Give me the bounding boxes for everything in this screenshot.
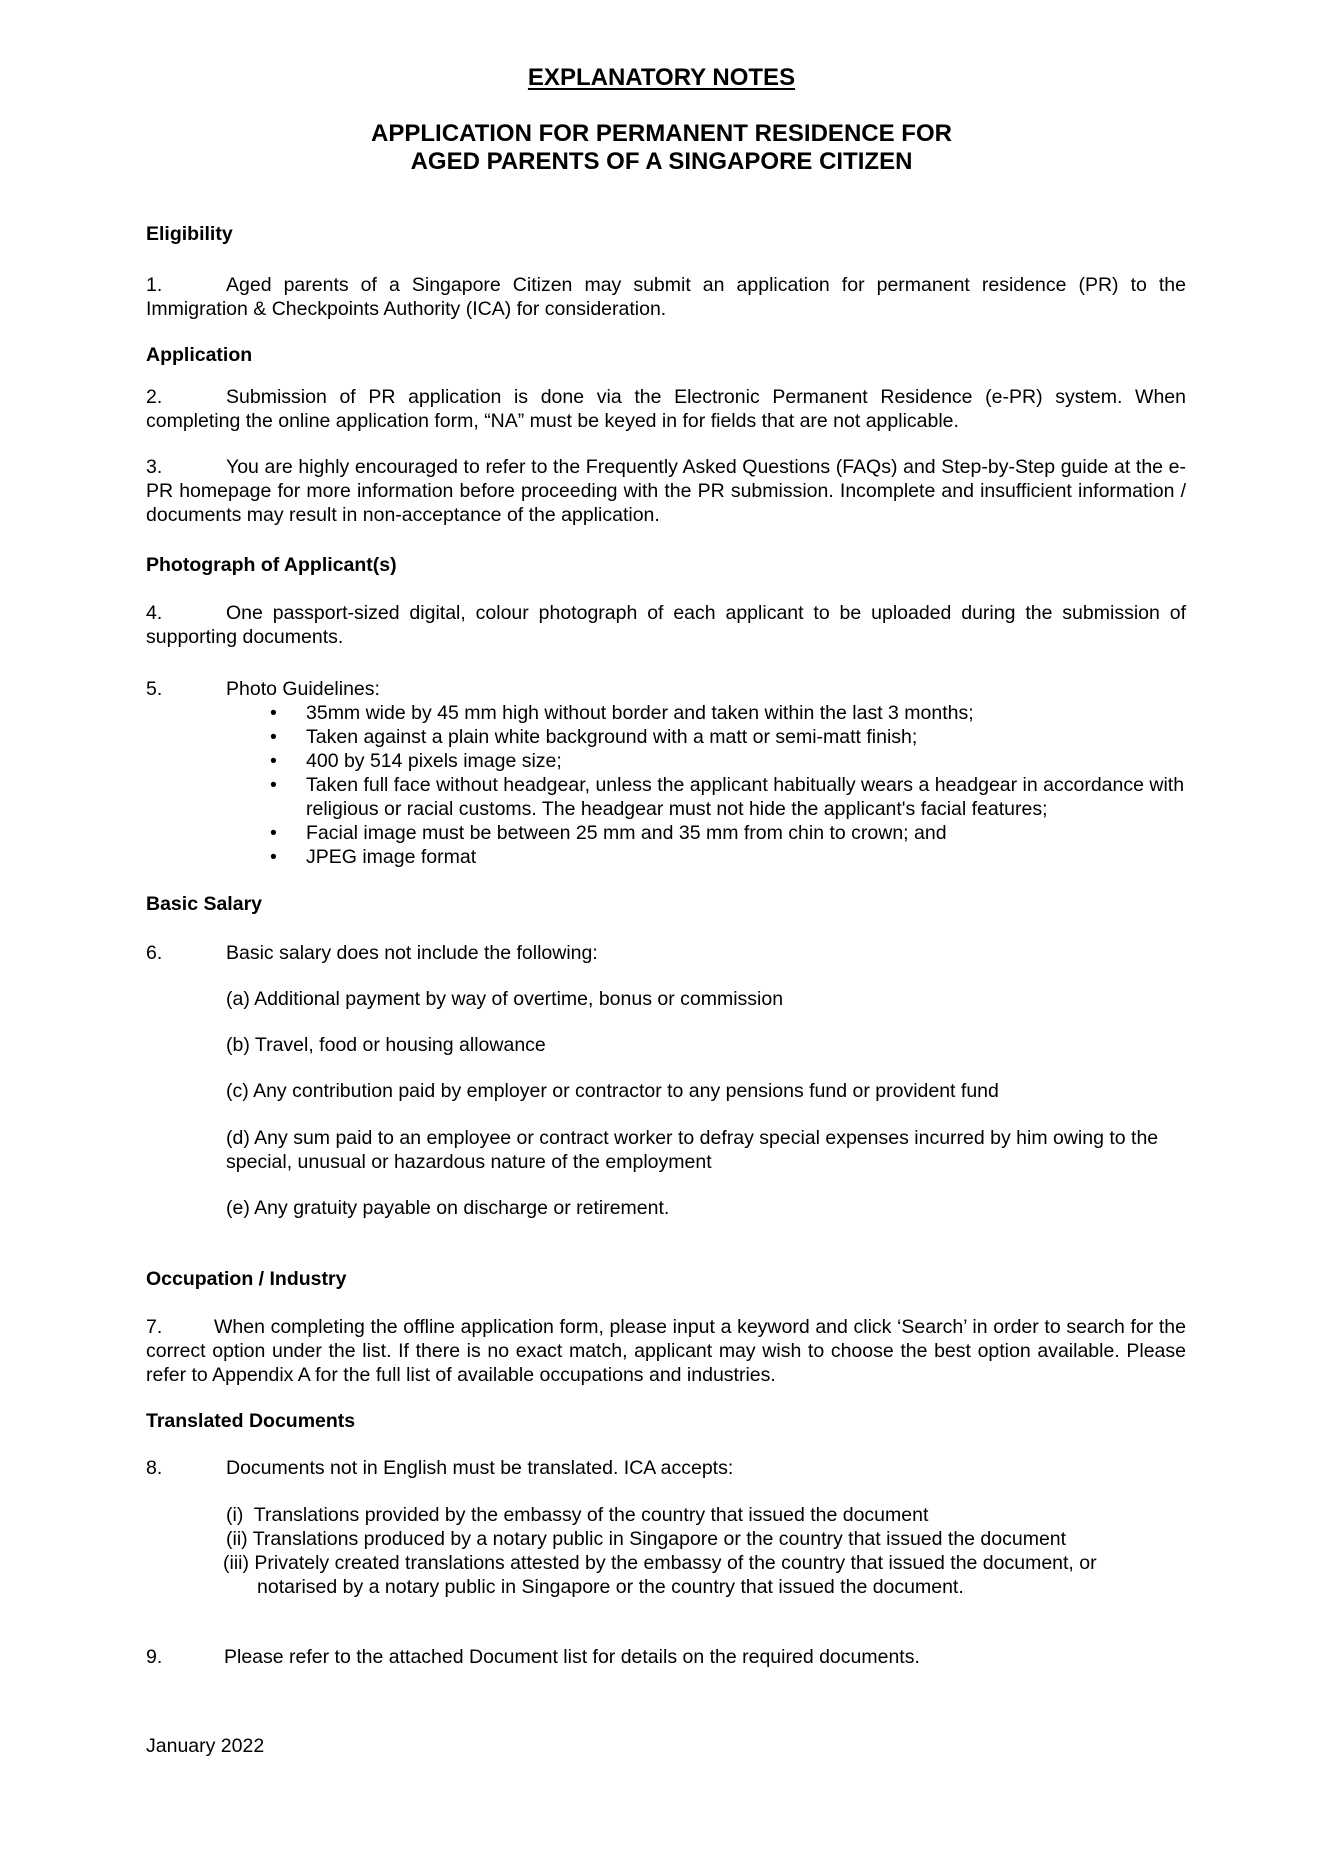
paragraph-2-text: Submission of PR application is done via the Electronic Permanent Residence (e-PR) system. When completing the online application form, “NA” must be keyed in for fields that are not applicable. xyxy=(146,386,1186,432)
paragraph-1-number: 1. xyxy=(146,274,163,296)
list-item: (i) Translations provided by the embassy of the country that issued the document xyxy=(226,1504,929,1526)
heading-basic-salary: Basic Salary xyxy=(146,893,263,915)
paragraph-3 xyxy=(146,455,1186,527)
list-item xyxy=(270,749,1186,773)
list-item: (e) Any gratuity payable on discharge or retirement. xyxy=(226,1197,670,1219)
paragraph-8-number: 8. xyxy=(146,1457,163,1479)
paragraph-7 xyxy=(146,1315,1186,1387)
bullet-icon: • xyxy=(270,846,277,868)
bullet-text: 35mm wide by 45 mm high without border and taken within the last 3 months; xyxy=(306,702,974,724)
list-item: (d) Any sum paid to an employee or contract worker to defray special expenses incurred by him owing to the special, unusual or hazardous nature of the employment xyxy=(226,1127,1159,1173)
paragraph-9-text: Please refer to the attached Document list for details on the required documents. xyxy=(224,1646,920,1668)
list-item xyxy=(270,821,1186,845)
bullet-text: Taken against a plain white background with a matt or semi-matt finish; xyxy=(306,726,918,748)
bullet-text: Facial image must be between 25 mm and 35 mm from chin to crown; and xyxy=(306,822,947,844)
document-title: EXPLANATORY NOTES xyxy=(527,64,796,91)
list-item xyxy=(270,701,1186,725)
list-item: (b) Travel, food or housing allowance xyxy=(226,1034,546,1056)
paragraph-3-number: 3. xyxy=(146,456,163,478)
bullet-icon: • xyxy=(270,726,277,748)
bullet-text: Taken full face without headgear, unless the applicant habitually wears a headgear in accordance with religious or racial customs. The headgear must not hide the applicant's facial features; xyxy=(306,774,1185,820)
paragraph-5-number: 5. xyxy=(146,678,163,700)
list-item: (a) Additional payment by way of overtime, bonus or commission xyxy=(226,988,784,1010)
paragraph-6-text: Basic salary does not include the following: xyxy=(226,942,598,964)
bullet-icon: • xyxy=(270,822,277,844)
paragraph-1-text: Aged parents of a Singapore Citizen may submit an application for permanent residence (PR) to the Immigration & Checkpoints Authority (ICA) for consideration. xyxy=(146,274,1186,320)
list-item xyxy=(270,845,1186,869)
paragraph-8-text: Documents not in English must be translated. ICA accepts: xyxy=(226,1457,734,1479)
bullet-icon: • xyxy=(270,750,277,772)
paragraph-2-number: 2. xyxy=(146,386,163,408)
heading-translated-documents: Translated Documents xyxy=(146,1410,356,1432)
paragraph-4-text: One passport-sized digital, colour photograph of each applicant to be uploaded during the submission of supporting documents. xyxy=(146,602,1186,648)
list-item xyxy=(270,773,1186,821)
document-date: January 2022 xyxy=(146,1735,265,1757)
bullet-text: JPEG image format xyxy=(306,846,477,868)
list-item: (ii) Translations produced by a notary public in Singapore or the country that issued the document xyxy=(226,1528,1067,1550)
paragraph-1 xyxy=(146,273,1186,321)
bullet-icon: • xyxy=(270,702,277,724)
bullet-text: 400 by 514 pixels image size; xyxy=(306,750,562,772)
paragraph-2 xyxy=(146,385,1186,433)
paragraph-7-text: When completing the offline application form, please input a keyword and click ‘Search’ in order to search for the correct option under the list. If there is no exact match, applicant may wish to choose the best option available. Please refer to Appendix A for the full list of available occupations and industries. xyxy=(146,1316,1186,1386)
document-subtitle-line1: APPLICATION FOR PERMANENT RESIDENCE FOR xyxy=(371,120,952,147)
heading-eligibility: Eligibility xyxy=(146,223,233,245)
document-subtitle-line2: AGED PARENTS OF A SINGAPORE CITIZEN xyxy=(410,148,913,175)
heading-photograph: Photograph of Applicant(s) xyxy=(146,554,397,576)
paragraph-3-text: You are highly encouraged to refer to the Frequently Asked Questions (FAQs) and Step-by-Step guide at the e-PR homepage for more information before proceeding with the PR submission. Incomplete and insufficient information / documents may result in non-acceptance of the application. xyxy=(146,456,1186,526)
heading-occupation: Occupation / Industry xyxy=(146,1268,347,1290)
list-item-continuation: notarised by a notary public in Singapore or the country that issued the document. xyxy=(257,1576,964,1598)
photo-guidelines-label: Photo Guidelines: xyxy=(226,678,380,700)
list-item: (c) Any contribution paid by employer or contractor to any pensions fund or provident fund xyxy=(226,1080,999,1102)
paragraph-9-number: 9. xyxy=(146,1646,163,1668)
heading-application: Application xyxy=(146,344,253,366)
paragraph-4-number: 4. xyxy=(146,602,163,624)
list-item: (iii) Privately created translations attested by the embassy of the country that issued the document, or xyxy=(223,1552,1097,1574)
list-item xyxy=(270,725,1186,749)
paragraph-6-number: 6. xyxy=(146,942,163,964)
bullet-icon: • xyxy=(270,774,277,796)
paragraph-4 xyxy=(146,601,1186,649)
paragraph-7-number: 7. xyxy=(146,1316,163,1338)
